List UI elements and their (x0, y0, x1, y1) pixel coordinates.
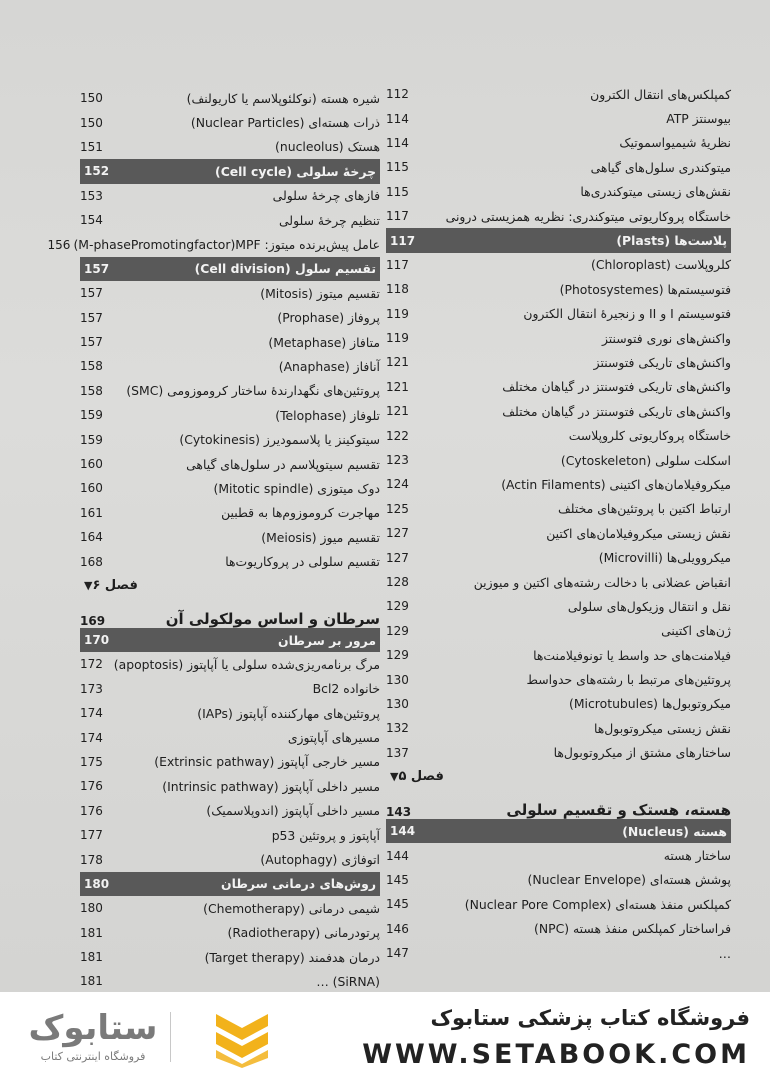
toc-entry (80, 969, 380, 993)
toc-entry-title: … (718, 945, 731, 961)
toc-entry-title: میکروتوبول‌ها (Microtubules) (569, 696, 731, 712)
toc-entry (386, 326, 731, 350)
toc-chapter-title (80, 598, 380, 628)
toc-page-number: 168 (80, 554, 103, 569)
toc-entry (386, 82, 731, 106)
toc-entry (386, 180, 731, 204)
toc-page-number: 180 (84, 876, 110, 891)
toc-entry-title: انقباض عضلانی با دخالت رشته‌های اکتین و میوزین (473, 574, 731, 590)
toc-entry-title: نقل و انتقال وزیکول‌های سلولی (567, 598, 731, 614)
toc-entry (386, 843, 731, 867)
toc-entry-title: دوک میتوزی (Mitotic spindle) (213, 480, 380, 496)
toc-page-number: 181 (80, 925, 103, 940)
toc-page-number: 130 (386, 672, 409, 687)
toc-page-number: 145 (386, 872, 409, 887)
toc-entry-title: پروتئین‌های نگهدارندهٔ ساختار کروموزومی (SMC) (126, 383, 380, 399)
toc-entry (80, 799, 380, 823)
toc-entry-title: مسیر داخلی آپاپتوز (Intrinsic pathway) (162, 778, 380, 794)
toc-entry (80, 86, 380, 110)
toc-page-number: 152 (84, 164, 110, 179)
toc-page-number: 146 (386, 921, 409, 936)
toc-page-number: 159 (80, 408, 103, 423)
toc-entry-title: آنافاز (Anaphase) (278, 358, 380, 374)
divider (170, 1012, 171, 1062)
toc-entry-title: پلاست‌ها (Plasts) (616, 233, 727, 249)
toc-entry-title: خاستگاه پروکاریوتی کلروپلاست (568, 428, 731, 444)
toc-entry (386, 643, 731, 667)
toc-entry-title: مرور بر سرطان (278, 632, 376, 648)
toc-page-number: 180 (80, 901, 103, 916)
toc-entry-title: مرگ برنامه‌ریزی‌شده سلولی یا آپاپتوز (apoptosis) (113, 656, 380, 672)
triangle-down-icon: ▼ (390, 770, 399, 784)
toc-right-column (386, 82, 731, 965)
toc-entry-title: تلوفاز (Telophase) (275, 407, 380, 423)
toc-page-number: 157 (80, 310, 103, 325)
toc-page-number: 181 (80, 974, 103, 989)
toc-entry (386, 155, 731, 179)
toc-page-number: 129 (386, 623, 409, 638)
toc-page-number: 127 (386, 526, 409, 541)
toc-entry (386, 619, 731, 643)
toc-entry-title: فتوسیستم I و II و زنجیرهٔ انتقال الکترون (523, 306, 731, 322)
toc-entry-title: فراساختار کمپلکس منفذ هسته (NPC) (533, 921, 731, 937)
toc-page-number: 158 (80, 383, 103, 398)
toc-entry-title: هسته (Nucleus) (622, 823, 727, 839)
toc-page-number: 145 (386, 897, 409, 912)
toc-page-number: 121 (386, 355, 409, 370)
toc-page-number: 117 (386, 209, 409, 224)
toc-page-number: 115 (386, 160, 409, 175)
toc-page-number: 129 (386, 599, 409, 614)
toc-entry-title: آپاپتوز و پروتئین p53 (271, 827, 380, 843)
toc-page-number: 114 (386, 111, 409, 126)
toc-page-number: 161 (80, 505, 103, 520)
toc-page-number: 123 (386, 453, 409, 468)
toc-entry-title: نقش زیستی میکروفیلامان‌های اکتین (546, 525, 731, 541)
toc-entry-title: اسکلت سلولی (Cytoskeleton) (560, 452, 731, 468)
toc-page-number: 176 (80, 779, 103, 794)
toc-section-header (386, 228, 731, 252)
toc-entry (80, 281, 380, 305)
setabook-logo[interactable] (28, 1008, 158, 1066)
toc-entry (386, 594, 731, 618)
toc-entry (386, 868, 731, 892)
toc-entry (386, 448, 731, 472)
toc-chapter-title (386, 789, 731, 819)
toc-entry-title: ذرات هسته‌ای (Nuclear Particles) (190, 115, 380, 131)
toc-page-number: 172 (80, 657, 103, 672)
toc-entry-title: فیلامنت‌های حد واسط یا تونوفیلامنت‌ها (533, 647, 731, 663)
toc-entry-title: واکنش‌های تاریکی فتوسنتز (593, 354, 731, 370)
toc-entry (80, 379, 380, 403)
toc-entry-title: ساختارهای مشتق از میکروتوبول‌ها (553, 745, 731, 761)
toc-page-number: 153 (80, 188, 103, 203)
toc-entry-title: کمپلکس‌های انتقال الکترون (590, 86, 731, 102)
toc-entry (80, 476, 380, 500)
toc-entry (386, 302, 731, 326)
toc-page-number: 157 (80, 286, 103, 301)
toc-page-number: 114 (386, 135, 409, 150)
toc-entry-title: روش‌های درمانی سرطان (221, 876, 376, 892)
toc-page-number: 122 (386, 428, 409, 443)
toc-entry (386, 716, 731, 740)
toc-page-number: 157 (80, 335, 103, 350)
toc-page-number: 157 (84, 261, 110, 276)
toc-entry-title: اتوفاژی (Autophagy) (260, 852, 380, 868)
toc-page-number: 119 (386, 331, 409, 346)
toc-entry (386, 917, 731, 941)
toc-page-number: 112 (386, 87, 409, 102)
toc-entry-title: تقسیم سلول (Cell division) (194, 261, 376, 277)
toc-entry-title: نقش زیستی میکروتوبول‌ها (594, 720, 731, 736)
toc-entry (386, 892, 731, 916)
toc-entry-title: سرطان و اساس مولکولی آن (165, 609, 380, 628)
toc-entry-title: چرخهٔ سلولی (Cell cycle) (215, 163, 376, 179)
toc-entry-title: هستک (nucleolus) (275, 139, 380, 155)
toc-entry-title: فتوسیستم‌ها (Photosystemes) (559, 281, 731, 297)
toc-page-number: 170 (84, 633, 110, 647)
toc-page-number: 175 (80, 754, 103, 769)
toc-entry-title: تقسیم میوز (Meiosis) (261, 529, 380, 545)
toc-page-number: 144 (390, 824, 416, 839)
toc-entry (80, 701, 380, 725)
toc-entry (386, 423, 731, 447)
toc-page-number: 176 (80, 803, 103, 818)
toc-page-number: 143 (386, 804, 412, 819)
toc-entry-title: میتوکندری سلول‌های گیاهی (590, 159, 731, 175)
toc-entry (80, 774, 380, 798)
toc-section-header (80, 628, 380, 652)
toc-page-number: 150 (80, 115, 103, 130)
toc-entry (80, 847, 380, 871)
toc-entry (80, 677, 380, 701)
toc-entry (386, 131, 731, 155)
toc-entry (386, 350, 731, 374)
toc-entry-title: کلروپلاست (Chloroplast) (591, 257, 731, 273)
toc-page-number: 174 (80, 706, 103, 721)
toc-page-number: 117 (386, 257, 409, 272)
toc-entry (80, 354, 380, 378)
toc-entry (80, 750, 380, 774)
toc-entry (80, 921, 380, 945)
toc-entry-title: تقسیم سیتوپلاسم در سلول‌های گیاهی (186, 456, 380, 472)
toc-page-number: 178 (80, 852, 103, 867)
toc-page-number: 164 (80, 530, 103, 545)
toc-entry (386, 692, 731, 716)
store-url[interactable]: WWW.SETABOOK.COM (362, 1039, 750, 1070)
toc-page-number: 128 (386, 575, 409, 589)
toc-entry (80, 501, 380, 525)
toc-entry-title: نقش‌های زیستی میتوکندری‌ها (580, 184, 731, 200)
toc-section-header (80, 257, 380, 281)
toc-page-number: 121 (386, 404, 409, 419)
toc-entry-title: تقسیم سلولی در پروکاریوت‌ها (225, 554, 380, 570)
toc-entry (80, 330, 380, 354)
toc-entry-title: شیمی درمانی (Chemotherapy) (203, 900, 380, 916)
toc-page-number: 132 (386, 721, 409, 736)
toc-entry (386, 399, 731, 423)
toc-entry (80, 184, 380, 208)
toc-entry (80, 725, 380, 749)
toc-page-number: 147 (386, 946, 409, 961)
toc-entry (386, 497, 731, 521)
toc-page-number: 181 (80, 950, 103, 965)
toc-entry-title: پوشش هسته‌ای (Nuclear Envelope) (527, 872, 731, 888)
toc-entry-title: پروتئین‌های مهارکننده آپاپتوز (IAPs) (197, 705, 380, 721)
toc-entry (386, 545, 731, 569)
toc-page-number: 118 (386, 282, 409, 297)
toc-entry-title: … (SiRNA) (316, 973, 380, 989)
toc-entry-title: خانواده Bcl2 (312, 681, 380, 697)
toc-page-number: 151 (80, 139, 103, 154)
toc-page-number: 173 (80, 681, 103, 696)
toc-entry (386, 521, 731, 545)
toc-entry-title: ژن‌های اکتینی (661, 623, 731, 639)
toc-page-number: 119 (386, 306, 409, 321)
toc-entry-title: پروفاز (Prophase) (277, 310, 380, 326)
toc-entry (386, 570, 731, 594)
toc-entry (47, 232, 380, 256)
toc-entry-title: میکروویلی‌ها (Microvilli) (598, 550, 731, 566)
toc-entry-title: کمپلکس منفذ هسته‌ای (Nuclear Pore Complex) (464, 896, 731, 912)
toc-entry (80, 896, 380, 920)
toc-entry (386, 741, 731, 765)
toc-page-number: 177 (80, 828, 103, 843)
toc-page-number: 160 (80, 481, 103, 496)
toc-entry (80, 652, 380, 676)
toc-page-number: 137 (386, 745, 409, 760)
toc-entry-title: واکنش‌های تاریکی فتوسنتز در گیاهان مختلف (502, 403, 731, 419)
toc-section-header (386, 819, 731, 843)
toc-entry (386, 204, 731, 228)
toc-entry (386, 667, 731, 691)
toc-entry-title: مسیر داخلی آپاپتوز (اندوپلاسمیک) (206, 803, 380, 819)
toc-page-number: 129 (386, 648, 409, 663)
toc-chapter-label (80, 574, 380, 598)
toc-page-number: 150 (80, 91, 103, 106)
toc-entry (386, 106, 731, 130)
toc-entry (386, 472, 731, 496)
toc-page-number: 121 (386, 379, 409, 394)
toc-entry (386, 941, 731, 965)
toc-entry-title: فصل ۶ (92, 578, 138, 594)
toc-entry-title: عامل پیش‌برنده میتوز: M-phasePromotingfactor)MPF) (73, 237, 380, 253)
toc-entry-title: تنظیم چرخهٔ سلولی (278, 212, 380, 228)
toc-entry-title: ارتباط اکتین با پروتئین‌های مختلف (557, 501, 731, 517)
toc-entry (80, 110, 380, 134)
toc-page-number: 158 (80, 359, 103, 374)
toc-entry (386, 277, 731, 301)
logo-text: ستابوک (28, 1008, 158, 1048)
toc-left-column (47, 86, 380, 994)
toc-entry-title: متافاز (Metaphase) (268, 334, 380, 350)
toc-chapter-label (386, 765, 731, 789)
toc-page-number: 127 (386, 550, 409, 565)
toc-entry-title: فازهای چرخهٔ سلولی (272, 188, 380, 204)
toc-page-number: 174 (80, 730, 103, 745)
toc-page-number: 159 (80, 432, 103, 447)
toc-page-number: 156 (47, 237, 71, 252)
toc-entry-title: خاستگاه پروکاریوتی میتوکندری: نظریه همزیستی درونی (445, 208, 731, 224)
toc-entry-title: فصل ۵ (398, 769, 444, 785)
toc-page-number: 169 (80, 613, 106, 628)
toc-entry (386, 253, 731, 277)
toc-entry (80, 403, 380, 427)
toc-entry (80, 945, 380, 969)
toc-page-number: 124 (386, 477, 409, 492)
toc-entry-title: پرتودرمانی (Radiotherapy) (227, 925, 380, 941)
store-name: فروشگاه کتاب پزشکی ستابوک (430, 1006, 750, 1030)
toc-entry (80, 208, 380, 232)
toc-entry (80, 452, 380, 476)
toc-page-number: 115 (386, 184, 409, 199)
toc-entry-title: سیتوکینز یا پلاسمودیرز (Cytokinesis) (179, 432, 380, 448)
toc-entry-title: ساختار هسته (663, 848, 731, 864)
toc-entry-title: بیوسنتز ATP (666, 111, 731, 127)
toc-entry-title: مهاجرت کروموزوم‌ها به قطبین (221, 505, 380, 521)
toc-section-header (80, 872, 380, 896)
toc-page-number: 144 (386, 848, 409, 863)
triangle-down-icon: ▼ (84, 579, 93, 593)
logo-tagline: فروشگاه اینترنتی کتاب (40, 1050, 146, 1063)
chevron-logo-icon (212, 1008, 272, 1068)
toc-entry (80, 306, 380, 330)
toc-entry (80, 823, 380, 847)
toc-entry-title: میکروفیلامان‌های اکتینی (Actin Filaments) (501, 476, 731, 492)
toc-entry-title: هسته، هستک و تقسیم سلولی (506, 800, 731, 819)
toc-entry (80, 525, 380, 549)
toc-entry-title: نظریهٔ شیمیواسموتیک (619, 135, 731, 151)
toc-page-number: 160 (80, 457, 103, 472)
toc-page-number: 117 (390, 233, 416, 248)
toc-entry-title: پروتئین‌های مرتبط با رشته‌های حدواسط (526, 672, 731, 688)
toc-entry-title: مسیر خارجی آپاپتوز (Extrinsic pathway) (154, 754, 380, 770)
footer-banner (0, 992, 770, 1080)
toc-entry (80, 135, 380, 159)
toc-page-number: 154 (80, 213, 103, 228)
toc-entry (80, 549, 380, 573)
toc-entry (386, 375, 731, 399)
toc-entry-title: شیره هسته (نوکلئوپلاسم یا کاریولنف) (186, 90, 380, 106)
toc-entry-title: واکنش‌های نوری فتوسنتز (601, 330, 731, 346)
toc-section-header (80, 159, 380, 183)
toc-entry-title: درمان هدفمند (Target therapy) (204, 949, 380, 965)
toc-entry-title: تقسیم میتوز (Mitosis) (260, 285, 380, 301)
toc-entry-title: واکنش‌های تاریکی فتوسنتز در گیاهان مختلف (502, 379, 731, 395)
toc-entry (80, 427, 380, 451)
toc-page-number: 125 (386, 501, 409, 516)
toc-page-number: 130 (386, 696, 409, 711)
toc-entry-title: مسیرهای آپاپتوزی (287, 730, 380, 746)
